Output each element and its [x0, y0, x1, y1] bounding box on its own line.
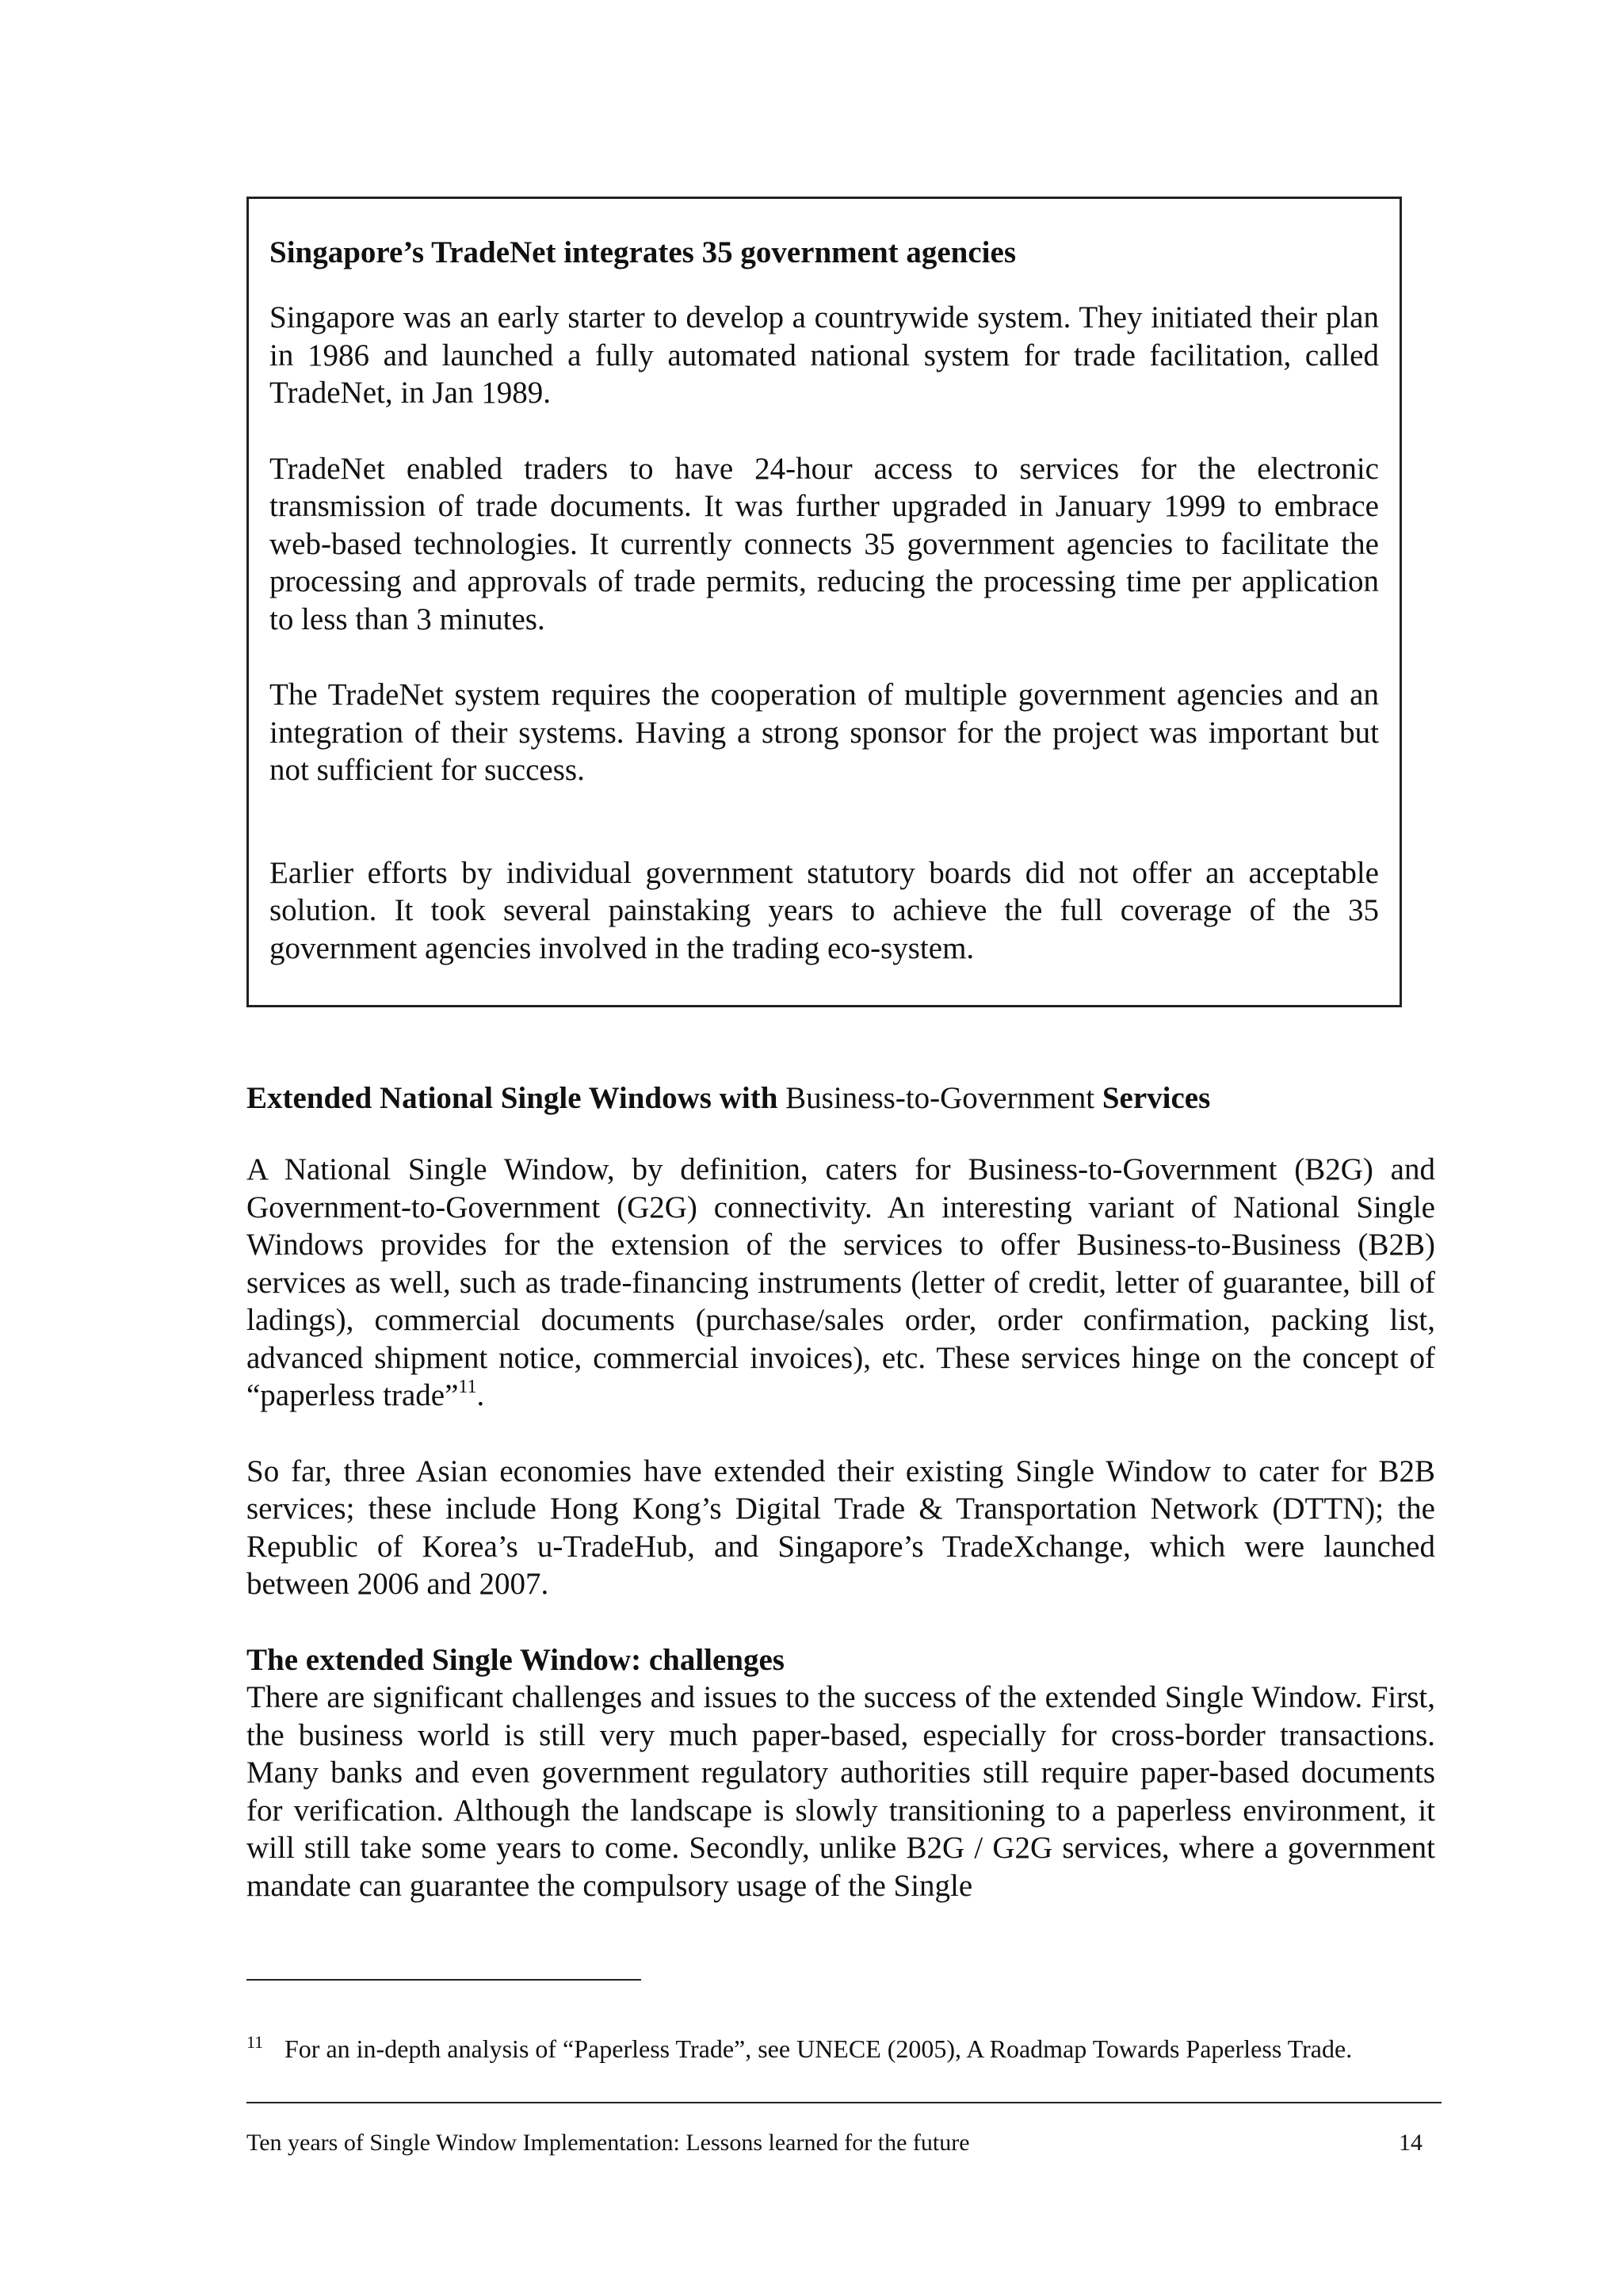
- footer-title: Ten years of Single Window Implementation: Lessons learned for the future: [246, 2130, 970, 2156]
- footnote: [246, 2034, 1411, 2064]
- body-paragraph: There are significant challenges and issues to the success of the extended Single Window. First, the business world is still very much paper-based, especially for cross-border transactions. Many banks and even government regulatory authorities still require paper-based documents for verification. Although the landscape is slowly transitioning to a paperless environment, it will still take some years to come. Secondly, unlike B2G / G2G services, where a government mandate can guarantee the compulsory usage of the Single: [246, 1680, 1435, 1903]
- case-study-box: [246, 197, 1402, 1007]
- box-title: Singapore’s TradeNet integrates 35 government agencies: [269, 235, 1016, 269]
- page-footer: [246, 2129, 1442, 2157]
- section-heading-bold-part: Extended National Single Windows with: [246, 1081, 778, 1115]
- section-heading-normal-part: Business-to-Government: [785, 1081, 1095, 1115]
- footer-divider: [246, 2102, 1442, 2103]
- box-paragraph: Earlier efforts by individual government statutory boards did not offer an acceptable solution. It took several painstaking years to achieve the full coverage of the 35 government agencies involved in the trading eco-system.: [269, 855, 1379, 965]
- box-paragraph: TradeNet enabled traders to have 24-hour access to services for the electronic transmission of trade documents. It was further upgraded in January 1999 to embrace web-based technologies. It currently connects 35 government agencies to facilitate the processing and approvals of trade permits, reducing the processing time per application to less than 3 minutes.: [269, 451, 1379, 636]
- footnote-number: 11: [246, 2032, 264, 2052]
- body-paragraph: So far, three Asian economies have extended their existing Single Window to cater for B2B services; these include Hong Kong’s Digital Trade & Transportation Network (DTTN); the Republic of Korea’s u-TradeHub, and Singapore’s TradeXchange, which were launched between 2006 and 2007.: [246, 1454, 1435, 1601]
- page-number: 14: [1399, 2130, 1423, 2156]
- footnote-separator: [246, 1979, 641, 1981]
- body-paragraph-text: A National Single Window, by definition, caters for Business-to-Government (B2G) and Government-to-Government (G2G) connectivity. An interesting variant of National Single Windows provides for the extension of the services to offer Business-to-Business (B2B) services as well, such as trade-financing instruments (letter of credit, letter of guarantee, bill of ladings), commercial documents (purchase/sales order, order confirmation, packing list, advanced shipment notice, commercial invoices), etc. These services hinge on the concept of “paperless trade”: [246, 1152, 1435, 1412]
- box-paragraph: The TradeNet system requires the cooperation of multiple government agencies and an integration of their systems. Having a strong sponsor for the project was important but not sufficient for success.: [269, 678, 1379, 787]
- body-paragraph-end: .: [476, 1378, 485, 1412]
- main-content: [246, 1079, 1435, 1943]
- body-paragraph: [246, 1151, 1435, 1415]
- section-heading-bold-part: Services: [1102, 1081, 1211, 1115]
- subsection-heading: The extended Single Window: challenges: [246, 1642, 785, 1677]
- box-paragraph: Singapore was an early starter to develop a countrywide system. They initiated their plan in 1986 and launched a fully automated national system for trade facilitation, called TradeNet, in Jan 1989.: [269, 300, 1379, 410]
- footnote-text: For an in-depth analysis of “Paperless Trade”, see UNECE (2005), A Roadmap Towards Paperless Trade.: [285, 2034, 1353, 2063]
- section-heading: [246, 1079, 1435, 1117]
- footnote-reference[interactable]: 11: [458, 1377, 477, 1397]
